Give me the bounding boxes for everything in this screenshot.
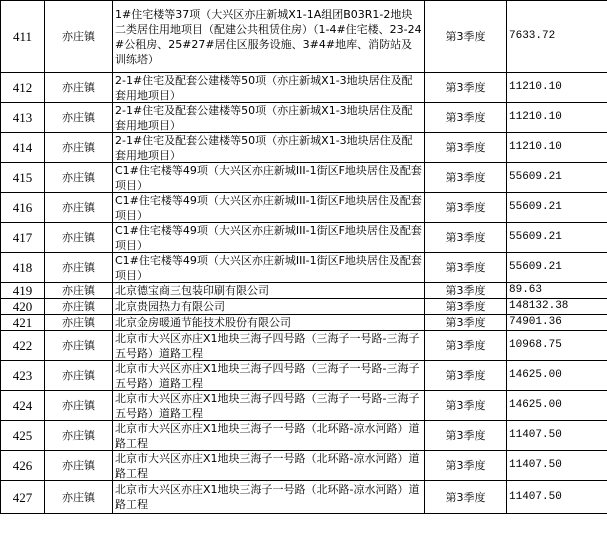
town-cell (45, 361, 113, 391)
row-number-cell (1, 451, 45, 481)
row-number-cell (1, 223, 45, 253)
row-number-cell (1, 299, 45, 315)
table-row (1, 299, 607, 315)
project-cell-text: C1#住宅楼等49项（大兴区亦庄新城III-1街区F地块居住及配套项目） (115, 194, 422, 222)
table-row (1, 163, 607, 193)
table-row (1, 253, 607, 283)
table-row (1, 391, 607, 421)
season-cell-text: 第3季度 (445, 459, 486, 472)
project-cell-text: 北京市大兴区亦庄X1地块三海子四号路（三海子一号路-三海子五号路）道路工程 (115, 392, 420, 420)
table-row (1, 361, 607, 391)
amount-cell-text: 148132.38 (509, 300, 569, 312)
amount-cell (507, 331, 607, 361)
project-cell (113, 391, 425, 421)
row-number-cell-text: 416 (12, 200, 33, 215)
amount-cell-text: 10968.75 (509, 339, 562, 351)
town-cell (45, 283, 113, 299)
amount-cell-text: 55609.21 (509, 261, 562, 273)
season-cell (425, 133, 507, 163)
row-number-cell (1, 331, 45, 361)
row-number-cell-text: 423 (12, 368, 33, 383)
project-cell (113, 253, 425, 283)
project-cell (113, 283, 425, 299)
project-cell-text: 北京市大兴区亦庄X1地块三海子一号路（北环路-凉水河路）道路工程 (115, 422, 420, 450)
row-number-cell-text: 420 (12, 299, 33, 314)
amount-cell-text: 14625.00 (509, 399, 562, 411)
project-cell (113, 133, 425, 163)
town-cell-text: 亦庄镇 (62, 429, 95, 442)
town-cell-text: 亦庄镇 (62, 300, 95, 313)
project-cell (113, 163, 425, 193)
row-number-cell-text: 424 (12, 398, 33, 413)
table-row (1, 315, 607, 331)
season-cell-text: 第3季度 (445, 316, 486, 329)
table-body (1, 1, 607, 514)
row-number-cell (1, 163, 45, 193)
project-cell-text: 1#住宅楼等37项（大兴区亦庄新城X1-1A组团B03R1-2地块二类居住用地项目（配建公共租赁住房）（1-4#住宅楼、23-24#公租房、25#27#居住区服务设施、3#4#地库、消防站及训练塔） (115, 7, 422, 66)
town-cell (45, 193, 113, 223)
row-number-cell (1, 283, 45, 299)
row-number-cell (1, 193, 45, 223)
town-cell-text: 亦庄镇 (62, 171, 95, 184)
row-number-cell-text: 421 (12, 315, 33, 330)
row-number-cell (1, 103, 45, 133)
season-cell-text: 第3季度 (445, 81, 486, 94)
season-cell-text: 第3季度 (445, 284, 486, 297)
project-cell (113, 73, 425, 103)
town-cell (45, 163, 113, 193)
project-cell (113, 103, 425, 133)
project-cell-text: 北京市大兴区亦庄X1地块三海子四号路（三海子一号路-三海子五号路）道路工程 (115, 362, 420, 390)
project-cell (113, 223, 425, 253)
project-cell-text: C1#住宅楼等49项（大兴区亦庄新城III-1街区F地块居住及配套项目） (115, 164, 422, 192)
town-cell-text: 亦庄镇 (62, 81, 95, 94)
season-cell-text: 第3季度 (445, 111, 486, 124)
amount-cell (507, 391, 607, 421)
season-cell (425, 223, 507, 253)
town-cell-text: 亦庄镇 (62, 284, 95, 297)
amount-cell (507, 481, 607, 514)
season-cell (425, 299, 507, 315)
season-cell-text: 第3季度 (445, 490, 486, 504)
amount-cell-text: 55609.21 (509, 231, 562, 243)
season-cell-text: 第3季度 (445, 201, 486, 214)
town-cell-text: 亦庄镇 (62, 369, 95, 382)
season-cell-text: 第3季度 (445, 231, 486, 244)
season-cell-text: 第3季度 (445, 171, 486, 184)
table-row (1, 451, 607, 481)
row-number-cell-text: 418 (12, 260, 33, 275)
town-cell (45, 421, 113, 451)
table-row (1, 193, 607, 223)
amount-cell-text: 55609.21 (509, 171, 562, 183)
amount-cell-text: 7633.72 (509, 30, 556, 42)
town-cell (45, 391, 113, 421)
amount-cell-text: 11407.50 (509, 490, 562, 503)
town-cell-text: 亦庄镇 (62, 141, 95, 154)
row-number-cell-text: 425 (12, 428, 33, 443)
amount-cell-text: 11210.10 (509, 141, 562, 153)
project-cell-text: 北京市大兴区亦庄X1地块三海子一号路（北环路-凉水河路）道路工程 (115, 483, 420, 511)
row-number-cell (1, 361, 45, 391)
amount-cell (507, 299, 607, 315)
town-cell-text: 亦庄镇 (62, 399, 95, 412)
season-cell-text: 第3季度 (445, 141, 486, 154)
season-cell-text: 第3季度 (445, 429, 486, 442)
amount-cell (507, 1, 607, 73)
row-number-cell-text: 417 (12, 230, 33, 245)
amount-cell (507, 361, 607, 391)
row-number-cell-text: 413 (12, 110, 33, 125)
amount-cell (507, 193, 607, 223)
row-number-cell (1, 315, 45, 331)
row-number-cell (1, 73, 45, 103)
town-cell (45, 133, 113, 163)
row-number-cell-text: 415 (12, 170, 33, 185)
town-cell (45, 451, 113, 481)
amount-cell (507, 133, 607, 163)
project-cell (113, 421, 425, 451)
table-row (1, 73, 607, 103)
season-cell (425, 163, 507, 193)
project-cell-text: 北京市大兴区亦庄X1地块三海子一号路（北环路-凉水河路）道路工程 (115, 452, 420, 480)
row-number-cell (1, 133, 45, 163)
town-cell (45, 299, 113, 315)
amount-cell-text: 14625.00 (509, 369, 562, 381)
project-cell (113, 1, 425, 73)
town-cell-text: 亦庄镇 (62, 316, 95, 329)
amount-cell-text: 11407.50 (509, 429, 562, 441)
amount-cell-text: 89.63 (509, 284, 543, 296)
season-cell (425, 361, 507, 391)
amount-cell (507, 103, 607, 133)
season-cell-text: 第3季度 (445, 369, 486, 382)
season-cell (425, 193, 507, 223)
amount-cell (507, 253, 607, 283)
row-number-cell-text: 426 (12, 458, 33, 473)
amount-cell-text: 11210.10 (509, 111, 562, 123)
project-cell-text: 北京贵园热力有限公司 (115, 300, 225, 313)
season-cell-text: 第3季度 (445, 261, 486, 274)
table-row (1, 103, 607, 133)
row-number-cell (1, 1, 45, 73)
season-cell (425, 253, 507, 283)
project-cell-text: 2-1#住宅及配套公建楼等50项（亦庄新城X1-3地块居住及配套用地项目） (115, 74, 413, 102)
season-cell (425, 481, 507, 514)
table-row (1, 1, 607, 73)
project-cell (113, 193, 425, 223)
row-number-cell (1, 481, 45, 514)
amount-cell-text: 11407.50 (509, 459, 562, 471)
row-number-cell (1, 253, 45, 283)
row-number-cell-text: 422 (12, 338, 33, 353)
town-cell-text: 亦庄镇 (62, 490, 95, 504)
season-cell (425, 283, 507, 299)
row-number-cell-text: 419 (12, 283, 33, 298)
table-row (1, 223, 607, 253)
season-cell-text: 第3季度 (445, 300, 486, 313)
project-cell (113, 361, 425, 391)
project-cell-text: 北京金房暖通节能技术股份有限公司 (115, 316, 291, 329)
town-cell-text: 亦庄镇 (62, 30, 95, 43)
town-cell (45, 481, 113, 514)
season-cell (425, 331, 507, 361)
amount-cell (507, 283, 607, 299)
season-cell (425, 451, 507, 481)
season-cell-text: 第3季度 (445, 399, 486, 412)
town-cell (45, 1, 113, 73)
row-number-cell-text: 411 (12, 29, 33, 44)
amount-cell (507, 163, 607, 193)
amount-cell (507, 421, 607, 451)
project-cell-text: C1#住宅楼等49项（大兴区亦庄新城III-1街区F地块居住及配套项目） (115, 254, 422, 282)
town-cell (45, 331, 113, 361)
table-row (1, 421, 607, 451)
season-cell (425, 73, 507, 103)
row-number-cell-text: 412 (12, 80, 33, 95)
project-cell (113, 331, 425, 361)
table-row (1, 481, 607, 514)
project-cell (113, 315, 425, 331)
row-number-cell-text: 427 (12, 489, 33, 505)
amount-cell-text: 11210.10 (509, 81, 562, 93)
project-cell-text: 北京德宝商三包装印刷有限公司 (115, 284, 269, 297)
project-cell-text: 北京市大兴区亦庄X1地块三海子四号路（三海子一号路-三海子五号路）道路工程 (115, 332, 420, 360)
amount-cell (507, 451, 607, 481)
season-cell (425, 103, 507, 133)
project-cell (113, 481, 425, 514)
amount-cell (507, 223, 607, 253)
project-cell (113, 299, 425, 315)
project-cell-text: 2-1#住宅及配套公建楼等50项（亦庄新城X1-3地块居住及配套用地项目） (115, 104, 413, 132)
town-cell (45, 253, 113, 283)
town-cell-text: 亦庄镇 (62, 231, 95, 244)
season-cell-text: 第3季度 (445, 30, 486, 43)
row-number-cell (1, 421, 45, 451)
season-cell-text: 第3季度 (445, 339, 486, 352)
town-cell-text: 亦庄镇 (62, 339, 95, 352)
row-number-cell (1, 391, 45, 421)
amount-cell-text: 55609.21 (509, 201, 562, 213)
project-cell (113, 451, 425, 481)
amount-cell (507, 315, 607, 331)
town-cell (45, 103, 113, 133)
amount-cell (507, 73, 607, 103)
town-cell-text: 亦庄镇 (62, 261, 95, 274)
project-cell-text: C1#住宅楼等49项（大兴区亦庄新城III-1街区F地块居住及配套项目） (115, 224, 422, 252)
row-number-cell-text: 414 (12, 140, 33, 155)
table-row (1, 283, 607, 299)
season-cell (425, 421, 507, 451)
town-cell-text: 亦庄镇 (62, 459, 95, 472)
project-cell-text: 2-1#住宅及配套公建楼等50项（亦庄新城X1-3地块居住及配套用地项目） (115, 134, 413, 162)
season-cell (425, 391, 507, 421)
town-cell-text: 亦庄镇 (62, 111, 95, 124)
season-cell (425, 1, 507, 73)
table-row (1, 133, 607, 163)
town-cell-text: 亦庄镇 (62, 201, 95, 214)
town-cell (45, 315, 113, 331)
amount-cell-text: 74901.36 (509, 316, 562, 328)
table-row (1, 331, 607, 361)
season-cell (425, 315, 507, 331)
town-cell (45, 73, 113, 103)
town-cell (45, 223, 113, 253)
